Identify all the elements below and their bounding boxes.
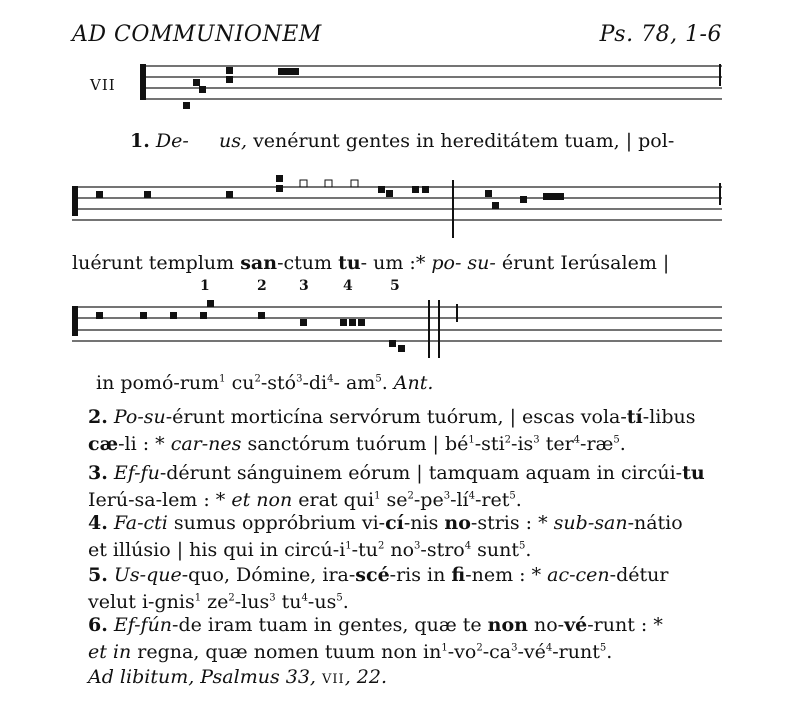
chant-line-3 bbox=[96, 372, 433, 394]
verse-text: se bbox=[380, 489, 408, 511]
italic-text: Fa-cti bbox=[113, 512, 168, 534]
accent-syllable: san bbox=[240, 252, 278, 274]
superscript: 4 bbox=[301, 592, 308, 604]
superscript: 1 bbox=[468, 434, 475, 446]
verse-text: -runt bbox=[552, 641, 600, 663]
accent-syllable: tí bbox=[626, 406, 643, 428]
verse-number: 3. bbox=[88, 462, 108, 484]
italic-text: car-nes bbox=[170, 433, 242, 455]
accent-syllable: fi bbox=[451, 564, 466, 586]
verse-text: . bbox=[525, 539, 532, 561]
asterisk: * bbox=[415, 252, 426, 274]
verse-text: -sti bbox=[474, 433, 505, 455]
bar-mark: | bbox=[662, 252, 670, 274]
superscript: 2 bbox=[504, 434, 512, 446]
verse-text: . bbox=[342, 591, 349, 613]
superscript: 1 bbox=[374, 490, 381, 502]
verse-text: -ca bbox=[482, 641, 512, 663]
superscript: 4 bbox=[573, 434, 581, 446]
verse-text: -li : * bbox=[118, 433, 171, 455]
italic-text: et in bbox=[88, 641, 132, 663]
superscript: 5 bbox=[599, 642, 607, 654]
superscript: 5 bbox=[519, 540, 526, 552]
page-title: AD COMMUNIONEM bbox=[72, 22, 322, 47]
superscript: 5 bbox=[375, 373, 382, 385]
footer-text: , 22. bbox=[344, 666, 387, 688]
verse-text: -stris : * bbox=[470, 512, 554, 534]
verse-text: sumus oppróbrium vi- bbox=[167, 512, 386, 534]
verse-line bbox=[88, 431, 728, 458]
italic-text: ac-cen bbox=[547, 564, 610, 586]
verse-text: . bbox=[619, 433, 626, 455]
verse-text: -nem : * bbox=[465, 564, 548, 586]
superscript: 4 bbox=[327, 373, 334, 385]
verse-line bbox=[88, 562, 728, 589]
accent-syllable: cí bbox=[385, 512, 404, 534]
footer-note bbox=[88, 666, 387, 688]
verse-text: -is bbox=[511, 433, 534, 455]
verse-text: -pe bbox=[413, 489, 444, 511]
superscript: 3 bbox=[533, 434, 540, 446]
syllable: us, bbox=[219, 130, 248, 152]
verse-text: ze bbox=[201, 591, 229, 613]
chant-text: cu bbox=[225, 372, 255, 394]
chant-text: in pomó-rum bbox=[96, 372, 220, 394]
verse-line bbox=[88, 639, 728, 666]
number: 3 bbox=[299, 278, 309, 294]
chant-text: . bbox=[381, 372, 394, 394]
neumes-1 bbox=[140, 64, 721, 109]
italic-text: Ef-fún bbox=[113, 614, 173, 636]
italic-text: et non bbox=[231, 489, 293, 511]
verse-text: sunt bbox=[471, 539, 520, 561]
accent-syllable: tu bbox=[682, 462, 705, 484]
superscript: 2 bbox=[377, 540, 385, 552]
verse-number: 6. bbox=[88, 614, 108, 636]
italic-text: Po-su bbox=[113, 406, 166, 428]
verse-text: -quo, Dómine, ira- bbox=[181, 564, 356, 586]
verse-line bbox=[88, 404, 728, 431]
syllable: De- bbox=[155, 130, 189, 152]
accent-syllable: scé bbox=[355, 564, 390, 586]
verse-number: 1. bbox=[130, 130, 150, 152]
italic-text: Ef-fu bbox=[113, 462, 160, 484]
verse-text: -nis bbox=[403, 512, 445, 534]
verse-6 bbox=[88, 612, 728, 666]
psalm-reference: Ps. 78, 1-6 bbox=[599, 22, 722, 47]
chant-text: - um : bbox=[360, 252, 416, 274]
superscript: 5 bbox=[336, 592, 343, 604]
accent-syllable: no bbox=[444, 512, 471, 534]
verse-text: -stro bbox=[420, 539, 465, 561]
italic-text: Us-que bbox=[113, 564, 182, 586]
verse-text: Ierú-sa-lem : * bbox=[88, 489, 232, 511]
verse-text: erat qui bbox=[292, 489, 375, 511]
chant-text: -stó bbox=[260, 372, 297, 394]
verse-text: -libus bbox=[642, 406, 696, 428]
superscript: 1 bbox=[345, 540, 352, 552]
superscript: 5 bbox=[613, 434, 620, 446]
verse-text: no bbox=[384, 539, 415, 561]
number: 2 bbox=[257, 278, 267, 294]
verse-text: -lus bbox=[234, 591, 270, 613]
superscript: 3 bbox=[269, 592, 276, 604]
italic-text: sub-san bbox=[553, 512, 628, 534]
accent-syllable: tu bbox=[338, 252, 361, 274]
footer-mode: vii bbox=[322, 666, 345, 688]
superscript: 5 bbox=[509, 490, 516, 502]
superscript: 1 bbox=[219, 373, 226, 385]
antiphon-mark: Ant. bbox=[393, 372, 434, 394]
verse-text: -ret bbox=[475, 489, 510, 511]
verse-line bbox=[88, 612, 728, 639]
verse-text: -vé bbox=[517, 641, 546, 663]
syllable: pol- bbox=[638, 130, 675, 152]
verse-text: -us bbox=[307, 591, 337, 613]
superscript: 3 bbox=[443, 490, 451, 502]
superscript: 3 bbox=[511, 642, 518, 654]
footer-text: Ad libitum, Psalmus 33, bbox=[88, 666, 323, 688]
verse-text: velut i-gnis bbox=[88, 591, 195, 613]
verse-2 bbox=[88, 404, 728, 458]
superscript: 4 bbox=[468, 490, 476, 502]
accent-syllable: non bbox=[487, 614, 528, 636]
verse-text: -ræ bbox=[580, 433, 614, 455]
verse-text: ter bbox=[539, 433, 574, 455]
superscript: 2 bbox=[254, 373, 261, 385]
staff-2 bbox=[72, 187, 722, 220]
verse-5 bbox=[88, 562, 728, 616]
verse-4 bbox=[88, 510, 728, 564]
chant-text: - am bbox=[333, 372, 376, 394]
verse-number: 4. bbox=[88, 512, 108, 534]
superscript: 2 bbox=[228, 592, 235, 604]
accent-syllable: vé bbox=[564, 614, 588, 636]
verse-text: regna, quæ nomen tuum non in bbox=[131, 641, 442, 663]
verse-text: no- bbox=[527, 614, 565, 636]
verse-text: -érunt morticína servórum tuórum, | escas vola- bbox=[165, 406, 627, 428]
verse-line bbox=[88, 460, 728, 487]
staff-3 bbox=[72, 307, 722, 341]
number: 1 bbox=[200, 278, 210, 294]
chant-line-1 bbox=[130, 130, 674, 152]
chant-text: -ctum bbox=[277, 252, 333, 274]
chant-text: venérunt gentes in hereditátem tuam, bbox=[253, 130, 620, 152]
superscript: 2 bbox=[476, 642, 483, 654]
verse-line bbox=[88, 537, 728, 564]
superscript: 3 bbox=[296, 373, 303, 385]
clef bbox=[140, 64, 146, 100]
clef bbox=[72, 306, 78, 336]
number: 5 bbox=[390, 278, 400, 294]
superscript: 1 bbox=[194, 592, 202, 604]
verse-3 bbox=[88, 460, 728, 514]
superscript: 4 bbox=[545, 642, 553, 654]
number: 4 bbox=[343, 278, 353, 294]
verse-line bbox=[88, 510, 728, 537]
neumes-3 bbox=[72, 300, 458, 358]
chant-text: luérunt templum bbox=[72, 252, 235, 274]
neumes-2 bbox=[72, 175, 721, 238]
termination-numbers bbox=[0, 278, 790, 296]
syllable: po- su- bbox=[431, 252, 496, 274]
verse-text: et illúsio | his qui in circú-i bbox=[88, 539, 346, 561]
verse-text: -détur bbox=[609, 564, 669, 586]
verse-text: tu bbox=[275, 591, 302, 613]
verse-text: -runt : * bbox=[587, 614, 663, 636]
verse-text: -de iram tuam in gentes, quæ te bbox=[172, 614, 488, 636]
superscript: 4 bbox=[464, 540, 472, 552]
superscript: 2 bbox=[407, 490, 414, 502]
chant-text: érunt Ierúsalem bbox=[501, 252, 657, 274]
superscript: 1 bbox=[441, 642, 448, 654]
verse-text: . bbox=[515, 489, 522, 511]
verse-text: -lí bbox=[450, 489, 469, 511]
accent-syllable: cæ bbox=[88, 433, 119, 455]
bar-mark: | bbox=[625, 130, 633, 152]
verse-text: -dérunt sánguinem eórum | tamquam aquam in circúi- bbox=[159, 462, 683, 484]
chant-text: -di bbox=[302, 372, 328, 394]
verse-text: -nátio bbox=[627, 512, 683, 534]
verse-text: . bbox=[606, 641, 613, 663]
verse-number: 2. bbox=[88, 406, 108, 428]
chant-line-2 bbox=[72, 252, 669, 274]
superscript: 3 bbox=[414, 540, 421, 552]
mode-label: VII bbox=[90, 76, 116, 94]
verse-text: sanctórum tuórum | bé bbox=[241, 433, 469, 455]
verse-number: 5. bbox=[88, 564, 108, 586]
verse-text: -vo bbox=[447, 641, 477, 663]
clef bbox=[72, 186, 78, 216]
verse-text: -tu bbox=[351, 539, 378, 561]
verse-text: -ris in bbox=[389, 564, 452, 586]
